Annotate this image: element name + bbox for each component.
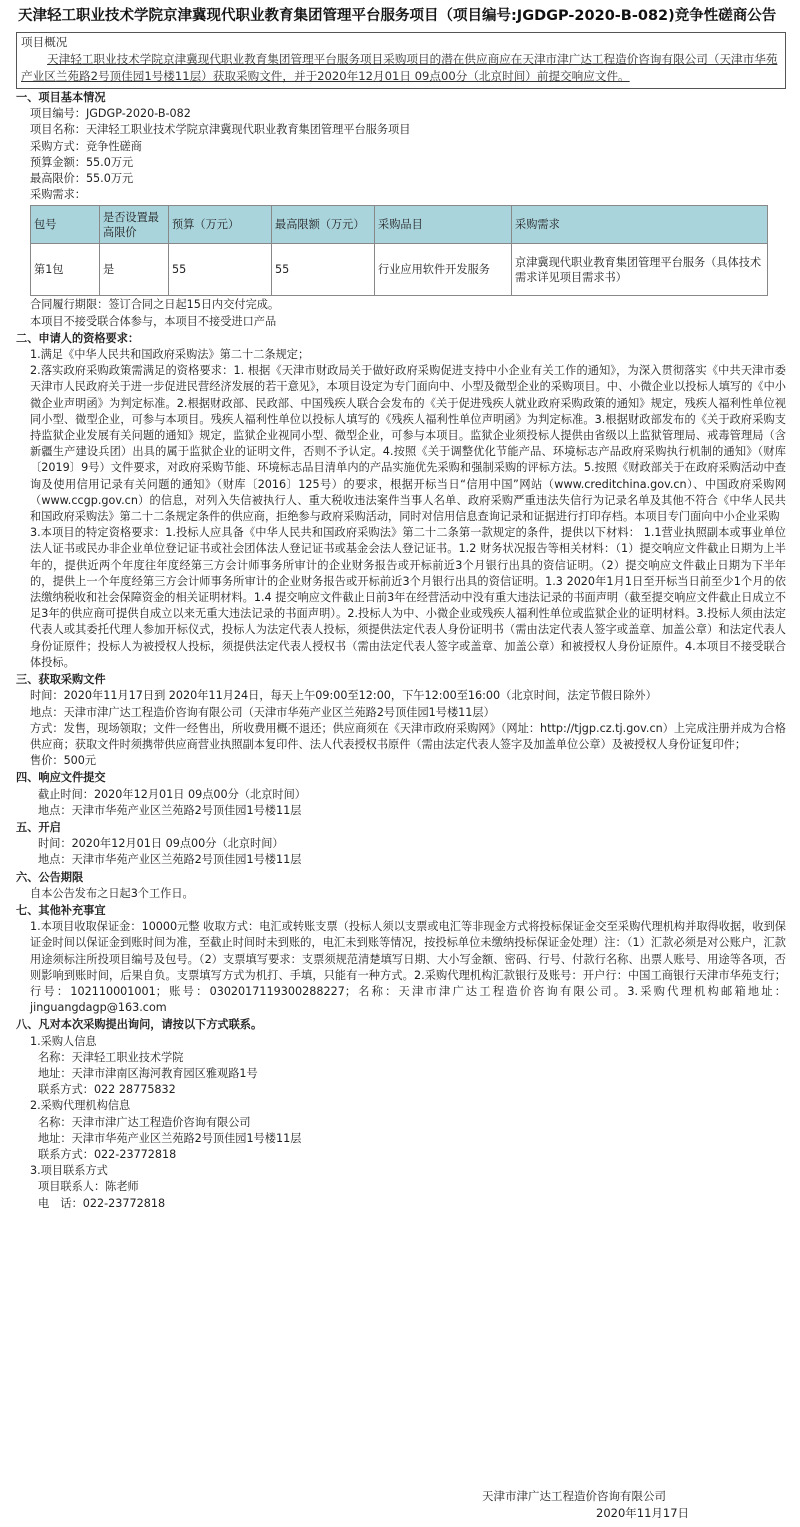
agency-name: 名称：天津市津广达工程造价咨询有限公司 bbox=[38, 1115, 251, 1129]
signature-org: 天津市津广达工程造价咨询有限公司 bbox=[482, 1489, 666, 1503]
section-heading: 三、获取采购文件 bbox=[16, 673, 106, 687]
qualification-para-3: 3.本项目的特定资格要求：1.投标人应具备《中华人民共和国政府采购法》第二十二条第一款规定的条件，提供以下材料： 1.1营业执照副本或事业单位法人证书或民办非企业单位登记证书或社会团体法人登记证书或基金会法人登记证书。1.2 财务状况报告等相关材料：（1）提交响应文件截止日期为上半年的，提供近两个年度往年度经第三方会计师事务所审计的企业财务报告或开标前近3个月银行出具的资信证明。（2）提交响应文件截止日期为下半年的，提供上一个年度经第三方会计师事务所审计的企业财务报告或开标前近3个月银行出具的资信证明。1.3 2020年1月1日至开标当日前至少1个月的依法缴纳税收和社会保障资金的相关证明材料。1.4 提交响应文件截止日前3年在经营活动中没有重大违法记录的书面声明（截至提交响应文件截止日成立不足3年的供应商可提供自成立以来无重大违法记录的书面声明）。2.投标人为中、小微企业或残疾人福利性单位或监狱企业的证明材料。3.投标人须由法定代表人或其委托代理人参加开标仪式，投标人为法定代表人投标，须提供法定代表人身份证明书（需由法定代表人签字或盖章、加盖公章）和法定代表人身份证原件；投标人为被授权人投标，须提供法定代表人授权书（需由法定代表人签字或盖章、加盖公章）和被授权人身份证原件。4.本项目不接受联合体投标。 bbox=[30, 526, 786, 669]
qualification-para-1: 1.满足《中华人民共和国政府采购法》第二十二条规定； bbox=[30, 348, 310, 362]
purchaser-name: 名称：天津轻工职业技术学院 bbox=[38, 1050, 184, 1064]
overview-heading: 项目概况 bbox=[21, 35, 68, 49]
table-cell: 55 bbox=[272, 244, 375, 296]
agency-phone: 联系方式：022-23772818 bbox=[38, 1147, 177, 1161]
col-header: 采购品目 bbox=[375, 206, 512, 244]
table-cell: 京津冀现代职业教育集团管理平台服务（具体技术需求详见项目需求书） bbox=[512, 244, 768, 296]
col-header: 预算（万元） bbox=[169, 206, 272, 244]
qualification-para-2: 2.落实政府采购政策需满足的资格要求：1. 根据《天津市财政局关于做好政府采购促进支持中小企业有关工作的通知》，为深入贯彻落实《中共天津市委天津市人民政府关于进一步促进民营经济发展的若干意见》，本项目设定为专门面向中、小型及微型企业的采购项目。中、小微企业以投标人填写的《中小微企业声明函》为判定标准。2.根据财政部、民政部、中国残疾人联合会发布的《关于促进残疾人就业政府采购政策的通知》规定，残疾人福利性单位视同小型、微型企业，可参与本项目。残疾人福利性单位以投标人填写的《残疾人福利性单位声明函》为判定标准。3.根据财政部发布的《关于政府采购支持监狱企业发展有关问题的通知》规定，监狱企业视同小型、微型企业，可参与本项目。监狱企业须投标人提供由省级以上监狱管理局、戒毒管理局（含新疆生产建设兵团）出具的属于监狱企业的证明文件，否则不予认定。4.按照《关于调整优化节能产品、环境标志产品政府采购执行机制的通知》（财库〔2019〕9号）文件要求，对政府采购节能、环境标志品目清单内的产品实施优先采购和强制采购的评标方法。5.按照《财政部关于在政府采购活动中查询及使用信用记录有关问题的通知》（财库〔2016〕125号）的要求，根据开标当日“信用中国”网站（www.creditchina.gov.cn）、中国政府采购网（www.ccgp.gov.cn）的信息，对列入失信被执行人、重大税收违法案件当事人名单、政府采购严重违法失信行为记录名单及其他不符合《中华人民共和国政府采购法》第二十二条规定条件的供应商，拒绝参与政府采购活动，同时对信用信息查询记录和证据进行打印存档。本项目专门面向中小企业采购 bbox=[30, 364, 786, 524]
signature-date: 2020年11月17日 bbox=[596, 1506, 690, 1520]
table-header-row bbox=[31, 206, 768, 244]
consortium-note: 本项目不接受联合体参与，本项目不接受进口产品 bbox=[30, 314, 277, 328]
project-number: 项目编号：JGDGP-2020-B-082 bbox=[30, 107, 191, 121]
get-documents-place: 地点：天津市津广达工程造价咨询有限公司（天津市华苑产业区兰苑路2号顶佳园1号楼11层） bbox=[30, 705, 495, 719]
opening-time: 时间：2020年12月01日 09点00分（北京时间） bbox=[38, 837, 284, 851]
project-contact-person: 项目联系人：陈老师 bbox=[38, 1180, 139, 1194]
section-contacts bbox=[16, 1017, 786, 1211]
agency-address: 地址：天津市华苑产业区兰苑路2号顶佳园1号楼11层 bbox=[38, 1131, 302, 1145]
table-row bbox=[31, 244, 768, 296]
package-table bbox=[30, 205, 768, 296]
section-heading: 二、申请人的资格要求： bbox=[16, 331, 140, 345]
table-cell: 55 bbox=[169, 244, 272, 296]
submission-deadline: 截止时间：2020年12月01日 09点00分（北京时间） bbox=[38, 787, 306, 801]
budget-amount: 预算金额：55.0万元 bbox=[30, 155, 134, 169]
purchaser-phone: 联系方式：022 28775832 bbox=[38, 1083, 176, 1097]
opening-place: 地点：天津市华苑产业区兰苑路2号顶佳园1号楼11层 bbox=[38, 853, 302, 867]
section-other-matters bbox=[16, 903, 786, 1016]
section-get-documents bbox=[16, 672, 786, 769]
section-heading: 五、开启 bbox=[16, 820, 61, 834]
section-heading: 一、项目基本情况 bbox=[16, 91, 106, 104]
max-price: 最高限价：55.0万元 bbox=[30, 172, 134, 186]
get-documents-time: 时间：2020年11月17日到 2020年11月24日，每天上午09:00至12:00，下午12:00至16:00（北京时间，法定节假日除外） bbox=[30, 689, 657, 703]
section-heading: 七、其他补充事宜 bbox=[16, 903, 106, 917]
announcement-page bbox=[16, 6, 786, 1212]
notice-period-text: 自本公告发布之日起3个工作日。 bbox=[30, 886, 194, 900]
overview-text: 天津轻工职业技术学院京津冀现代职业教育集团管理平台服务项目采购项目的潜在供应商应在天津市津广达工程造价咨询有限公司（天津市华苑产业区兰苑路2号顶佳园1号楼11层）获取采购文件，并于2020年12月01日 09点00分（北京时间）前提交响应文件。 bbox=[21, 52, 778, 83]
submission-place: 地点：天津市华苑产业区兰苑路2号顶佳园1号楼11层 bbox=[38, 803, 302, 817]
agency-label: 2.采购代理机构信息 bbox=[30, 1099, 131, 1113]
col-header: 包号 bbox=[31, 206, 100, 244]
section-heading: 四、响应文件提交 bbox=[16, 771, 106, 785]
col-header: 是否设置最高限价 bbox=[100, 206, 169, 244]
section-opening bbox=[16, 820, 786, 869]
page-title: 天津轻工职业技术学院京津冀现代职业教育集团管理平台服务项目（项目编号:JGDGP-2020-B-082)竞争性磋商公告 bbox=[18, 8, 777, 24]
section-heading: 八、凡对本次采购提出询问，请按以下方式联系。 bbox=[16, 1018, 263, 1032]
table-cell: 第1包 bbox=[31, 244, 100, 296]
section-qualifications bbox=[16, 331, 786, 671]
section-submission bbox=[16, 770, 786, 819]
project-overview-box bbox=[16, 32, 786, 89]
procurement-method: 采购方式：竞争性磋商 bbox=[30, 139, 142, 153]
table-cell: 是 bbox=[100, 244, 169, 296]
project-contact-phone: 电 话：022-23772818 bbox=[38, 1196, 166, 1210]
section-notice-period bbox=[16, 870, 786, 902]
requirements-label: 采购需求： bbox=[30, 188, 86, 202]
contract-term: 合同履行期限：签订合同之日起15日内交付完成。 bbox=[30, 298, 280, 312]
project-name: 项目名称：天津轻工职业技术学院京津冀现代职业教育集团管理平台服务项目 bbox=[30, 123, 411, 137]
purchaser-address: 地址：天津市津南区海河教育园区雅观路1号 bbox=[38, 1066, 258, 1080]
table-cell: 行业应用软件开发服务 bbox=[375, 244, 512, 296]
section-heading: 六、公告期限 bbox=[16, 870, 84, 884]
col-header: 采购需求 bbox=[512, 206, 768, 244]
other-matters-text: 1.本项目收取保证金：10000元整 收取方式：电汇或转账支票（投标人须以支票或电汇等非现金方式将投标保证金交至采购代理机构并取得收据，收到保证金时间以保证金到账时间为准，至截止时间时未到账的，电汇未到账等情况，按投标单位未缴纳投标保证金处理）注：（1）汇款必须是对公账户，汇款用途须标注所投项目编号及包号。（2）支票填写要求：支票须规范清楚填写日期、大小写金额、密码、行号、付款行名称、出票人账号、用途等各项，否则影响到账时间，后果自负。支票填写方式为机打、手填，只能有一种方式。2.采购代理机构汇款银行及账号：开户行：中国工商银行天津市华苑支行；行号：102110001001；账号：0302017119300288227；名称：天津市津广达工程造价咨询有限公司。3.采购代理机构邮箱地址：jinguangdagp@163.com bbox=[30, 920, 786, 1015]
purchaser-label: 1.采购人信息 bbox=[30, 1034, 97, 1048]
project-contact-label: 3.项目联系方式 bbox=[30, 1164, 108, 1178]
section-basic-info bbox=[16, 90, 786, 330]
get-documents-method: 方式：发售，现场领取；文件一经售出，所收费用概不退还；供应商须在《天津市政府采购网》（网址：http://tjgp.cz.tj.gov.cn）上完成注册并成为合格供应商；获取文件时须携带供应商营业执照副本复印件、法人代表授权书原件（需由法定代表人签字及加盖单位公章）及被授权人身份证复印件； bbox=[30, 721, 786, 751]
col-header: 最高限额（万元） bbox=[272, 206, 375, 244]
document-price: 售价：500元 bbox=[30, 754, 97, 768]
